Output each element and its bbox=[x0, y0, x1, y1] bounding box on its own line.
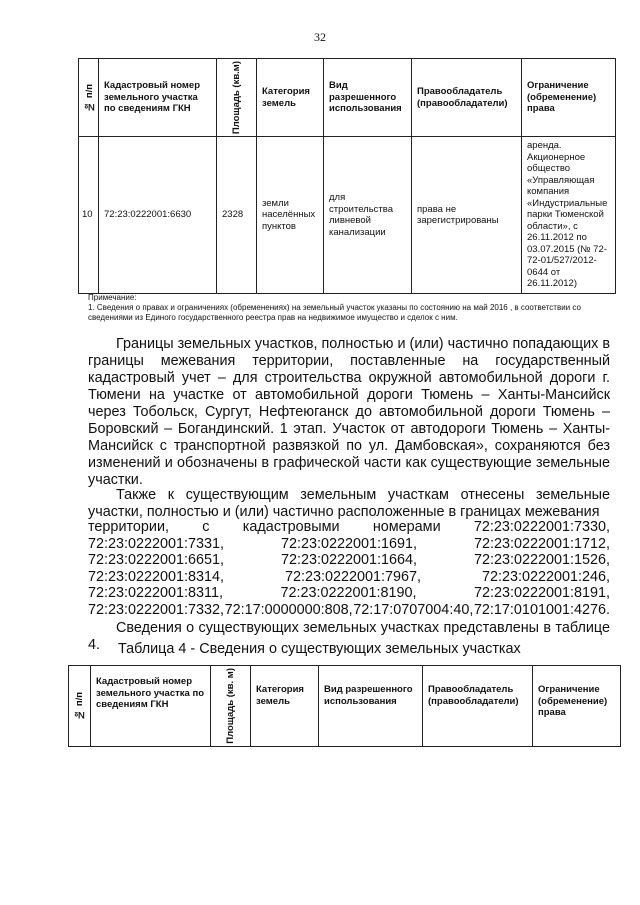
header-num: № п/п bbox=[79, 59, 99, 137]
cell-restriction: аренда. Акционерное общество «Управляющая компания «Индустриальные парки Тюменской области», с 26.11.2012 по 03.07.2015 (№ 72-72-01/527/2012-0644 от 26.11.2012) bbox=[522, 137, 616, 294]
table4-existing-plots bbox=[68, 665, 621, 747]
paragraph-also-existing: Также к существующим земельным участкам отнесены земельные участки, полностью и (или) частично расположенные в границах межевания bbox=[88, 487, 610, 520]
cadastral-numbers-list bbox=[88, 519, 610, 618]
cadastral-row: 72:23:0222001:6651, 72:23:0222001:1664, 72:23:0222001:1526, bbox=[88, 552, 610, 568]
header-area: Площадь (кв. м) bbox=[211, 666, 251, 747]
cell-holder: права не зарегистрированы bbox=[412, 137, 522, 294]
header-num: № п/п bbox=[69, 666, 91, 747]
table-note bbox=[88, 293, 618, 323]
paragraph-boundaries: Границы земельных участков, полностью и (или) частично попадающих в границы межевания территории, поставленные на государственный кадастровый учет – для строительства окружной автомобильной дороги г. Тюмени на участке от автомобильной дороги Тюмень – Ханты-Мансийск через Тобольск, Сургут, Нефтеюганск до автомобильной дороги Тюмень – Боровский – Богандинский. 1 этап. Участок от автодороги Тюмень – Ханты-Мансийск с транспортной развязкой по ул. Дамбовская», сохраняются без изменений и обозначены в графической части как существующие земельные участки. bbox=[88, 336, 610, 488]
cell-area: 2328 bbox=[217, 137, 257, 294]
cadastral-row: территории, с кадастровыми номерами 72:23:0222001:7330, bbox=[88, 519, 610, 535]
note-text: 1. Сведения о правах и ограничениях (обременениях) на земельный участок указаны по состоянию на май 2016 , в соответствии со сведениями из Единого государственного реестра прав на недвижимое имущество и сделок с ним. bbox=[88, 303, 581, 322]
header-holder: Правообладатель (правообладатели) bbox=[412, 59, 522, 137]
cadastral-row: 72:23:0222001:7332, 72:17:0000000:808, 72:17:0707004:40, 72:17:0101001:4276. bbox=[88, 601, 610, 618]
table4-caption: Таблица 4 - Сведения о существующих земельных участках bbox=[118, 641, 521, 657]
cell-use: для строительства ливневой канализации bbox=[324, 137, 412, 294]
cell-category: земли населённых пунктов bbox=[257, 137, 324, 294]
cadastral-row: 72:23:0222001:8311, 72:23:0222001:8190, 72:23:0222001:8191, bbox=[88, 585, 610, 601]
header-cadastral: Кадастровый номер земельного участка по сведениям ГКН bbox=[91, 666, 211, 747]
table-header-row bbox=[69, 666, 621, 747]
table-header-row bbox=[79, 59, 616, 137]
land-plots-table-continued bbox=[78, 58, 616, 294]
header-category: Категория земель bbox=[251, 666, 319, 747]
header-holder: Правообладатель (правообладатели) bbox=[423, 666, 533, 747]
header-use: Вид разрешенного использования bbox=[319, 666, 423, 747]
page-number: 32 bbox=[314, 30, 326, 44]
cell-cadastral: 72:23:0222001:6630 bbox=[99, 137, 217, 294]
header-cadastral: Кадастровый номер земельного участка по сведениям ГКН bbox=[99, 59, 217, 137]
header-area: Площадь (кв.м) bbox=[217, 59, 257, 137]
cadastral-row: 72:23:0222001:8314, 72:23:0222001:7967, 72:23:0222001:246, bbox=[88, 568, 610, 585]
table-row bbox=[79, 137, 616, 294]
header-restriction: Ограничение (обременение) права bbox=[522, 59, 616, 137]
note-title: Примечание: bbox=[88, 293, 137, 302]
header-restriction: Ограничение (обременение) права bbox=[533, 666, 621, 747]
paragraph-table-reference: Сведения о существующих земельных участках представлены в таблице 4. bbox=[88, 620, 610, 653]
header-use: Вид разрешенного использования bbox=[324, 59, 412, 137]
header-category: Категория земель bbox=[257, 59, 324, 137]
cell-num: 10 bbox=[79, 137, 99, 294]
cadastral-row: 72:23:0222001:7331, 72:23:0222001:1691, 72:23:0222001:1712, bbox=[88, 535, 610, 552]
